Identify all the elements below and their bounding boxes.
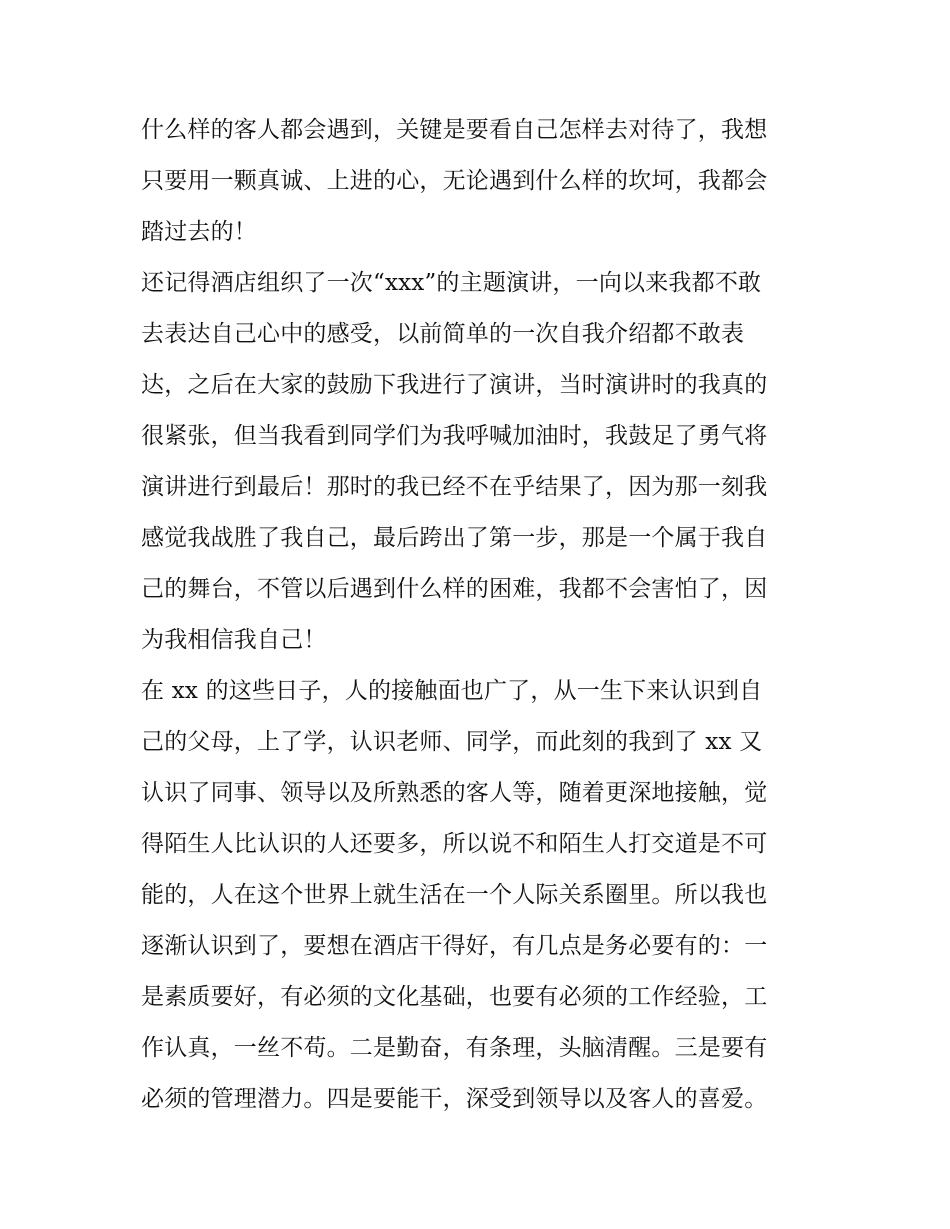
- text-line: 什么样的客人都会遇到，关键是要看自己怎样去对待了，我想: [141, 117, 768, 143]
- text-line: 去表达自己心中的感受，以前简单的一次自我介绍都不敢表: [141, 321, 745, 347]
- text-line: 很紧张，但当我看到同学们为我呼喊加油时，我鼓足了勇气将: [141, 423, 768, 449]
- text-line: 必须的管理潜力。四是要能干，深受到领导以及客人的喜爱。: [141, 1086, 768, 1112]
- text-line: 只要用一颗真诚、上进的心，无论遇到什么样的坎坷，我都会: [141, 168, 768, 194]
- text-line: 逐渐认识到了，要想在酒店干得好，有几点是务必要有的：一: [141, 933, 768, 959]
- text-line: 是素质要好，有必须的文化基础，也要有必须的工作经验，工: [141, 984, 768, 1010]
- paragraph-1: [141, 110, 813, 263]
- text-line: 在 xx 的这些日子，人的接触面也广了，从一生下来认识到自: [141, 678, 763, 704]
- paragraph-2: [141, 263, 813, 671]
- text-line: 为我相信我自己！: [141, 627, 327, 653]
- text-line: 达，之后在大家的鼓励下我进行了演讲，当时演讲时的我真的: [141, 372, 768, 398]
- paragraph-3: [141, 671, 813, 1130]
- document-body: [141, 110, 813, 1130]
- text-line: 还记得酒店组织了一次“xxx”的主题演讲，一向以来我都不敢: [141, 270, 762, 296]
- text-line: 踏过去的！: [141, 219, 257, 245]
- text-line: 感觉我战胜了我自己，最后跨出了第一步，那是一个属于我自: [141, 525, 768, 551]
- text-line: 己的父母，上了学，认识老师、同学，而此刻的我到了 xx 又: [141, 729, 763, 755]
- text-line: 认识了同事、领导以及所熟悉的客人等，随着更深地接触，觉: [141, 780, 768, 806]
- text-line: 能的，人在这个世界上就生活在一个人际关系圈里。所以我也: [141, 882, 768, 908]
- text-line: 己的舞台，不管以后遇到什么样的困难，我都不会害怕了，因: [141, 576, 768, 602]
- text-line: 得陌生人比认识的人还要多，所以说不和陌生人打交道是不可: [141, 831, 768, 857]
- text-line: 演讲进行到最后！那时的我已经不在乎结果了，因为那一刻我: [141, 474, 768, 500]
- text-line: 作认真，一丝不苟。二是勤奋，有条理，头脑清醒。三是要有: [141, 1035, 768, 1061]
